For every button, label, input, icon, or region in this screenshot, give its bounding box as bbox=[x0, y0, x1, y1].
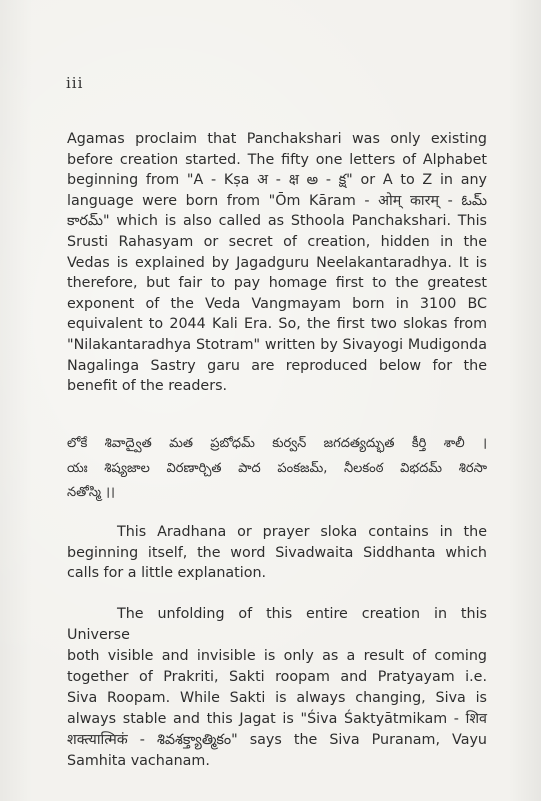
sloka-line: యః శిష్యజాల విరణార్చిత పాద పంకజమ్, నీలకంఠ విభదమ్ శిరసా bbox=[67, 460, 487, 476]
paragraph-line: शक्त्यात्मिकं - శివశక్త్యాత్మికం" says the Siva Puranam, Vayu bbox=[67, 732, 487, 748]
paragraph-line bbox=[67, 522, 487, 543]
sloka-line: లోకే శివాద్వైత మత ప్రబోధమ్ కుర్వన్ జగదత్యద్భుత కీర్తి శాలీ । bbox=[67, 436, 487, 451]
paragraph-line: therefore, but fair to pay homage first to the greatest bbox=[67, 275, 487, 292]
paragraph-line: calls for a little explanation. bbox=[67, 565, 267, 582]
paragraph-line: Siva Roopam. While Sakti is always changing, Siva is bbox=[67, 690, 487, 706]
paragraph-line: both visible and invisible is only as a result of coming bbox=[67, 648, 487, 664]
paragraph-unfolding bbox=[67, 604, 487, 772]
paragraph-line: Samhita vachanam. bbox=[67, 753, 210, 769]
paragraph-line bbox=[67, 604, 487, 646]
paragraph-line: together of Prakriti, Sakti roopam and Pratyayam i.e. bbox=[67, 669, 487, 685]
paragraph-line: exponent of the Veda Vangmayam born in 3100 BC bbox=[67, 295, 487, 312]
paragraph-line: Agamas proclaim that Panchakshari was only existing bbox=[67, 131, 487, 147]
page-number: iii bbox=[66, 74, 84, 92]
paragraph-line: equivalent to 2044 Kali Era. So, the first two slokas from bbox=[67, 316, 487, 333]
paragraph-line: beginning from "A - Kṣa अ - क्ष అ - క్ష" or A to Z in any bbox=[67, 172, 487, 189]
paragraph-line: Srusti Rahasyam or secret of creation, hidden in the bbox=[67, 233, 487, 250]
paragraph-agamas bbox=[67, 129, 487, 397]
sloka-line: నతోస్మి ।। bbox=[67, 485, 115, 500]
paragraph-line: before creation started. The fifty one letters of Alphabet bbox=[67, 151, 487, 168]
paragraph-line-text: This Aradhana or prayer sloka contains in the bbox=[117, 524, 487, 540]
paragraph-line: benefit of the readers. bbox=[67, 378, 228, 395]
paragraph-line: "Nilakantaradhya Stotram" written by Sivayogi Mudigonda bbox=[67, 336, 487, 353]
paragraph-aradhana bbox=[67, 522, 487, 584]
paragraph-line: language were born from "Ōm Kāram - ओम् कारम् - ఓమ్ bbox=[67, 192, 487, 209]
paragraph-line-text: The unfolding of this entire creation in this Universe bbox=[67, 606, 487, 643]
paragraph-line: always stable and this Jagat is "Śiva Śaktyātmikam - शिव bbox=[67, 711, 487, 727]
telugu-sloka bbox=[67, 432, 487, 506]
paragraph-line: Nagalinga Sastry garu are reproduced below for the bbox=[67, 357, 487, 374]
paragraph-line: కారమ్" which is also called as Sthoola Panchakshari. This bbox=[67, 213, 487, 230]
paragraph-line: Vedas is explained by Jagadguru Neelakantaradhya. It is bbox=[67, 254, 487, 271]
paragraph-line: beginning itself, the word Sivadwaita Siddhanta which bbox=[67, 544, 487, 561]
